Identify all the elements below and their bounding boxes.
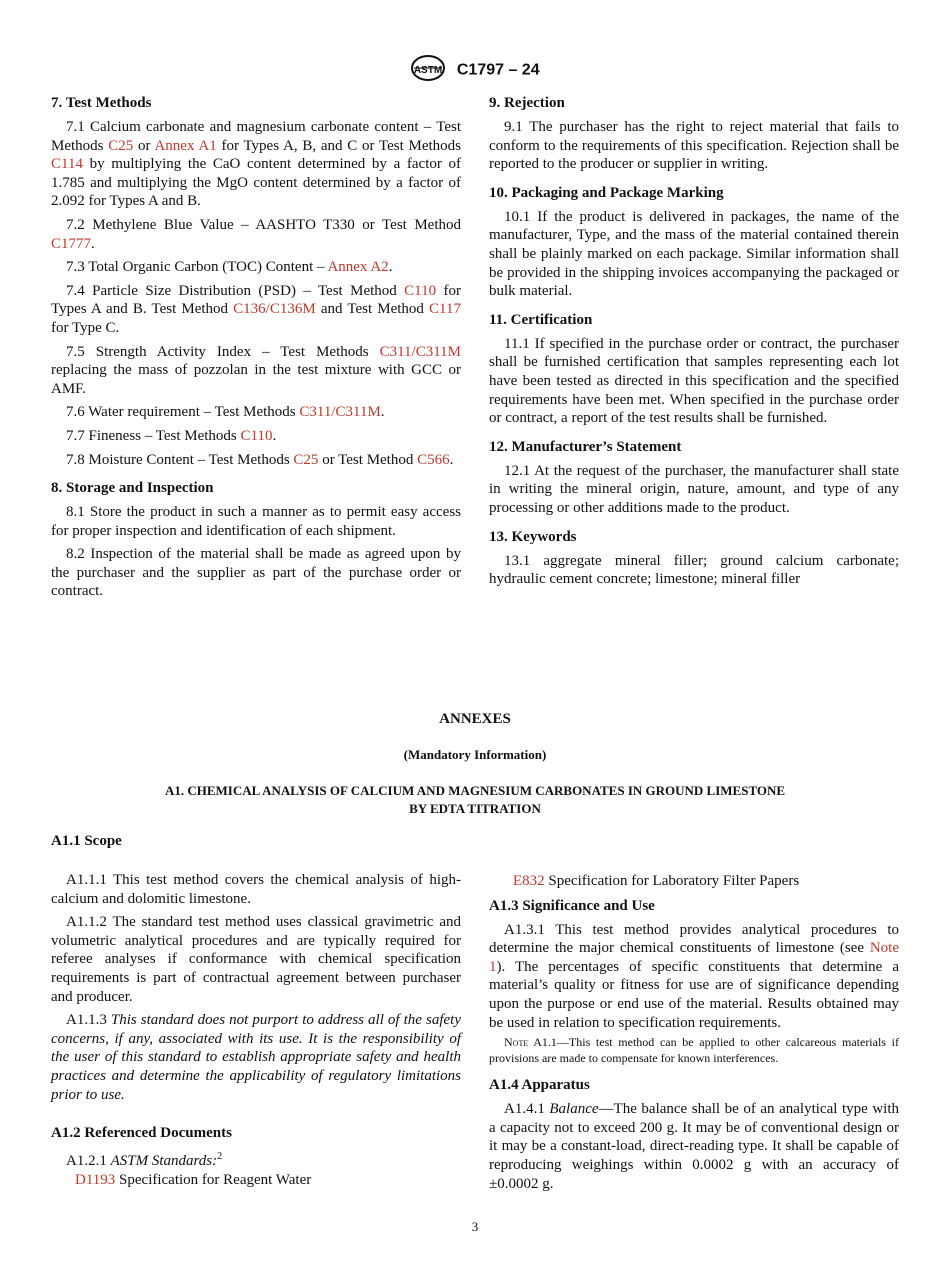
a1-3-title: A1.3 Significance and Use xyxy=(489,897,655,914)
link-c311-b[interactable]: C311/C311M xyxy=(299,404,381,421)
para-7-2: 7.2 Methylene Blue Value – AASHTO T330 or Test Method C1777. xyxy=(51,216,461,252)
a1-4-title: A1.4 Apparatus xyxy=(489,1077,590,1094)
para-8-1: 8.1 Store the product in such a manner as to permit easy access for proper inspection and identification of each shipment. xyxy=(51,504,461,539)
sections-9-13 xyxy=(489,94,899,589)
document-id: C1797 – 24 xyxy=(456,61,540,79)
astm-logo xyxy=(410,54,446,87)
para-10-1: 10.1 If the product is delivered in packages, the name of the manufacturer, Type, and the mass of the material contained therein shall be plainly marked on each package. Similar information shall be provided in the shipping invoices accompanying the packaged or bulk material. xyxy=(489,208,899,300)
para-a1-3-1: A1.3.1 This test method provides analytical procedures to determine the major chemical constituents of limestone (see Note 1). The percentages of specific constituents that determine a material’s quality or fitness for use are of significance depending upon the purpose or end use of the material. Results obtained may be used in relation to specification requirements. xyxy=(489,921,899,1031)
para-a1-1-3: A1.1.3 This standard does not purport to address all of the safety concerns, if any, associated with its use. It is the responsibility of the user of this standard to establish appropriate safety and health practices and determine the applicability of regulatory limitations prior to use. xyxy=(51,1012,461,1103)
para-13-1: 13.1 aggregate mineral filler; ground calcium carbonate; hydraulic cement concrete; limestone; mineral filler xyxy=(489,552,899,588)
ref-e832: E832 Specification for Laboratory Filter Papers xyxy=(513,873,800,889)
link-c25[interactable]: C25 xyxy=(108,137,134,154)
section-7-title: 7. Test Methods xyxy=(51,95,152,111)
link-annex-a1[interactable]: Annex A1 xyxy=(154,137,217,154)
ref-d1193: D1193 Specification for Reagent Water xyxy=(75,1171,312,1188)
link-c566[interactable]: C566 xyxy=(417,451,450,468)
link-d1193[interactable]: D1193 xyxy=(75,1171,116,1188)
note-a1-1: Note A1.1—This test method can be applied to other calcareous materials if provisions are made to compensate for known interferences. xyxy=(489,1035,899,1065)
link-c110-b[interactable]: C110 xyxy=(240,427,273,444)
para-a1-2-1: A1.2.1 ASTM Standards:$^2$ xyxy=(66,1151,223,1170)
svg-text:ASTM: ASTM xyxy=(414,65,443,76)
a1-1-title: A1.1 Scope xyxy=(51,833,122,849)
annex-a1-title-2: BY EDTA TITRATION xyxy=(409,801,541,816)
annex-a1-title-1: A1. CHEMICAL ANALYSIS OF CALCIUM AND MAGNESIUM CARBONATES IN GROUND LIMESTONE xyxy=(164,783,786,798)
para-7-8: 7.8 Moisture Content – Test Methods C25 or Test Method C566. xyxy=(66,451,454,468)
link-c117[interactable]: C117 xyxy=(429,301,461,318)
section-13-title: 13. Keywords xyxy=(489,528,577,545)
document-header xyxy=(0,54,950,87)
para-11-1: 11.1 If specified in the purchase order or contract, the purchaser shall be furnished certification that samples representing each lot have been tested as directed in this specification and the specified requirements have been met. When specified in the purchase order or contract, a report of the test results shall be furnished. xyxy=(489,335,899,427)
para-7-4: 7.4 Particle Size Distribution (PSD) – Test Method C110 for Types A and B. Test Method C136/C136M and Test Method C117 for Type C. xyxy=(51,282,461,336)
para-a1-1-2: A1.1.2 The standard test method uses classical gravimetric and volumetric analytical procedures and are typically required for referee analyses if conformance with chemical specification requirements is part of contractual agreement between purchaser and producer. xyxy=(51,914,461,1005)
section-9-title: 9. Rejection xyxy=(489,95,565,111)
annex-right-column xyxy=(489,872,899,1193)
annex-left-column xyxy=(51,832,461,1189)
link-c1777[interactable]: C1777 xyxy=(51,235,92,252)
link-c114[interactable]: C114 xyxy=(51,156,83,173)
annexes-title: ANNEXES xyxy=(439,711,511,727)
para-a1-4-1: A1.4.1 Balance—The balance shall be of an analytical type with a capacity not to exceed 200 g. It may be of conventional design or it may be a constant-load, direct-reading type. It shall be capable of reproducing weighings within 0.0002 g with an accuracy of ±0.0002 g. xyxy=(489,1101,899,1192)
section-11-title: 11. Certification xyxy=(489,311,593,328)
para-9-1: 9.1 The purchaser has the right to reject material that fails to conform to the requirements of this specification. Rejection shall be reported to the producer or supplier in writing. xyxy=(489,119,899,173)
section-7 xyxy=(51,94,461,601)
a1-2-title: A1.2 Referenced Documents xyxy=(51,1125,232,1142)
section-10-title: 10. Packaging and Package Marking xyxy=(489,184,724,201)
para-7-5: 7.5 Strength Activity Index – Test Methods C311/C311M replacing the mass of pozzolan in the test mixture with GCC or AMF. xyxy=(51,343,461,397)
link-e832[interactable]: E832 xyxy=(513,873,545,889)
link-c25-b[interactable]: C25 xyxy=(293,451,319,468)
link-note-1[interactable]: Note 1 xyxy=(489,940,899,975)
section-8-title: 8. Storage and Inspection xyxy=(51,480,214,497)
annexes-subtitle: (Mandatory Information) xyxy=(403,747,547,762)
para-7-6: 7.6 Water requirement – Test Methods C311/C311M. xyxy=(66,404,385,421)
link-c110[interactable]: C110 xyxy=(404,282,437,299)
para-a1-1-1: A1.1.1 This test method covers the chemical analysis of high-calcium and dolomitic limestone. xyxy=(51,872,461,907)
section-12-title: 12. Manufacturer’s Statement xyxy=(489,438,682,455)
para-7-1: 7.1 Calcium carbonate and magnesium carbonate content – Test Methods C25 or Annex A1 for Types A, B, and C or Test Methods C114 by multiplying the CaO content determined by a factor of 1.785 and multiplying the MgO content determined by a factor of 2.092 for Types A and B. xyxy=(51,119,462,210)
link-c136[interactable]: C136/C136M xyxy=(233,301,316,318)
link-c311[interactable]: C311/C311M xyxy=(379,343,461,360)
para-7-7: 7.7 Fineness – Test Methods C110. xyxy=(66,427,277,444)
para-8-2: 8.2 Inspection of the material shall be made as agreed upon by the purchaser and the supplier as part of the purchase order or contract. xyxy=(51,546,461,600)
link-annex-a2[interactable]: Annex A2 xyxy=(327,259,389,276)
para-12-1: 12.1 At the request of the purchaser, the manufacturer shall state in writing the mineral origin, nature, amount, and type of any processing or other additions made to the product. xyxy=(489,462,899,516)
para-7-3: 7.3 Total Organic Carbon (TOC) Content – Annex A2. xyxy=(66,259,393,276)
page-number: 3 xyxy=(471,1219,479,1234)
